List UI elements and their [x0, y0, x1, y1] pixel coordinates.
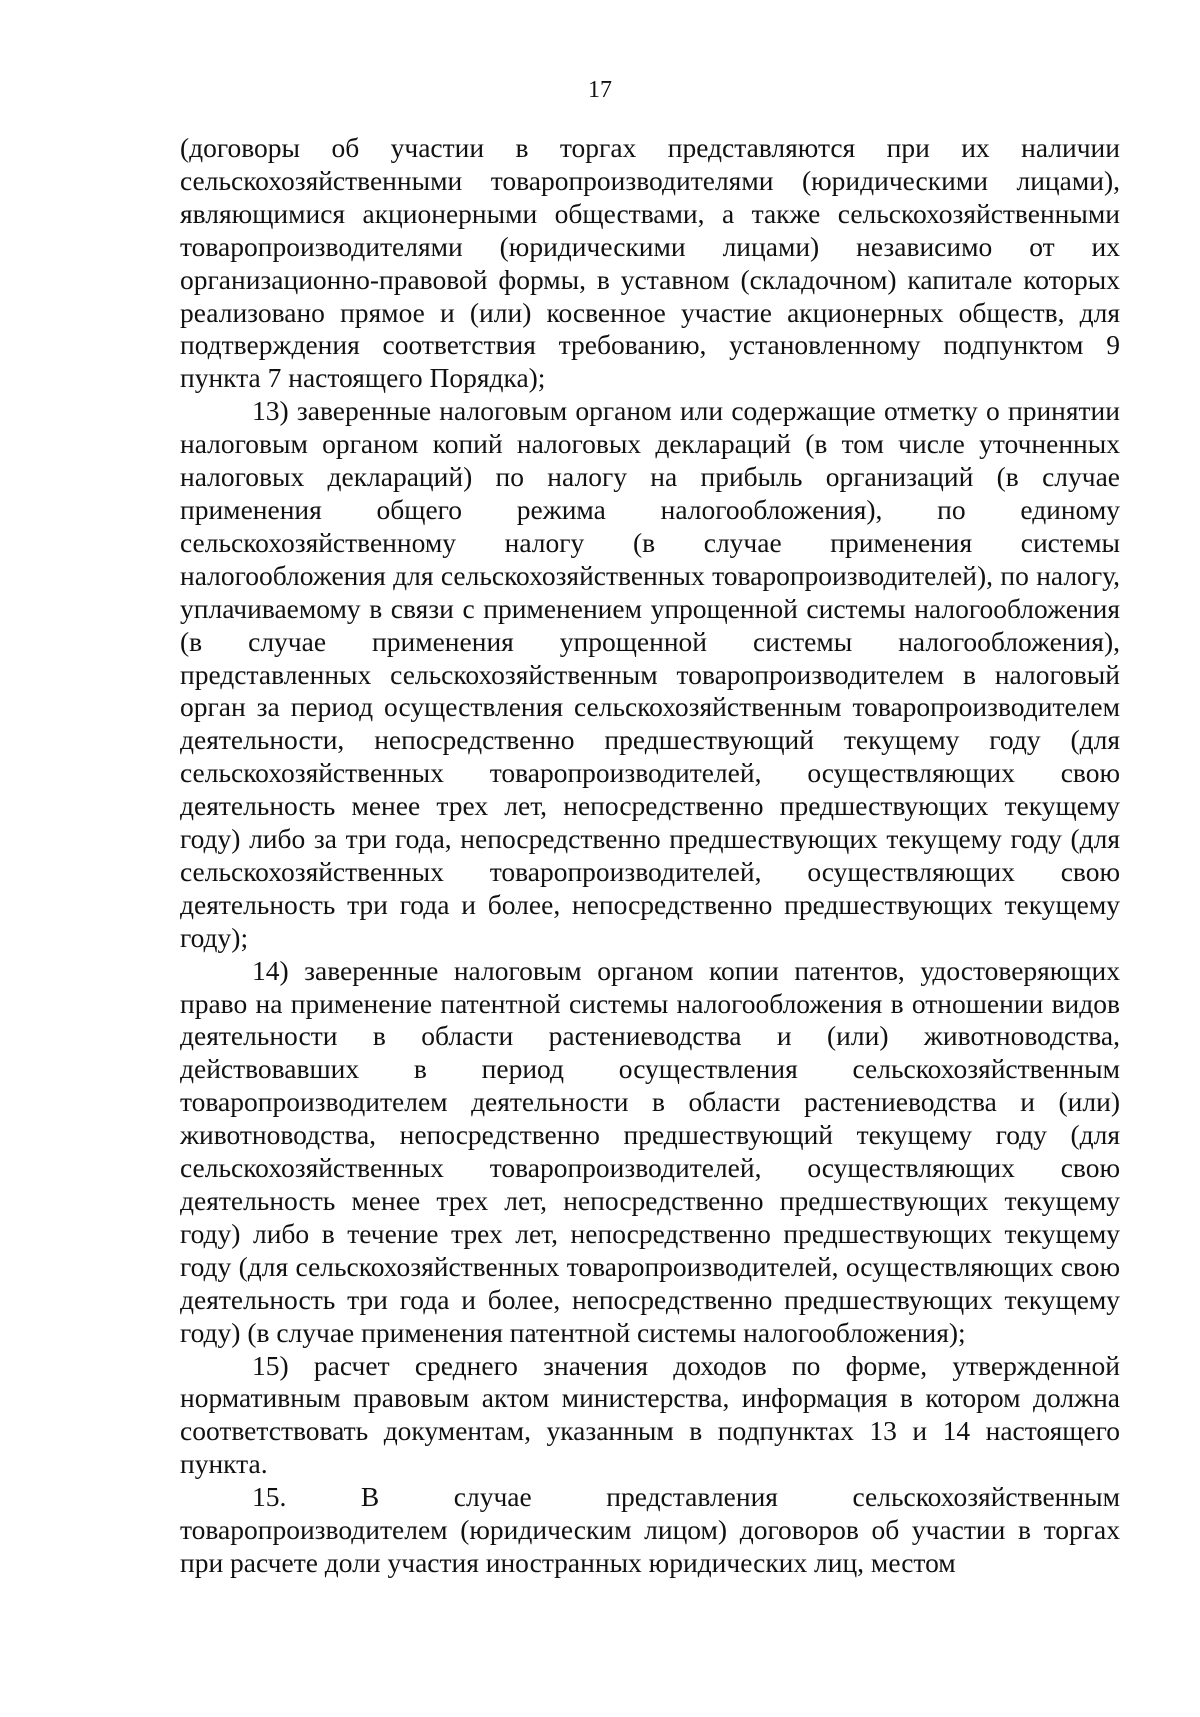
paragraph-point-15: 15. В случае представления сельскохозяйственным товаропроизводителем (юридическим лицом) договоров об участии в торгах при расчете доли участия иностранных юридических лиц, местом — [180, 1481, 1120, 1578]
page-number: 17 — [588, 77, 612, 103]
document-body — [180, 132, 1120, 1580]
paragraph-item-14: 14) заверенные налоговым органом копии патентов, удостоверяющих право на применение патентной системы налогообложения в отношении видов деятельности в области растениеводства и (или) животноводства, действовавших в период осуществления сельскохозяйственным товаропроизводителем деятельности в области растениеводства и (или) животноводства, непосредственно предшествующий текущему году (для сельскохозяйственных товаропроизводителей, осуществляющих свою деятельность менее трех лет, непосредственно предшествующих текущему году) либо в течение трех лет, непосредственно предшествующих текущему году (для сельскохозяйственных товаропроизводителей, осуществляющих свою деятельность три года и более, непосредственно предшествующих текущему году) (в случае применения патентной системы налогообложения); — [180, 954, 1120, 1348]
paragraph-continuation: (договоры об участии в торгах представляются при их наличии сельскохозяйственными товаропроизводителями (юридическими лицами), являющимися акционерными обществами, а также сельскохозяйственными товаропроизводителями (юридическими лицами) независимо от их организационно-правовой формы, в уставном (складочном) капитале которых реализовано прямое и (или) косвенное участие акционерных обществ, для подтверждения соответствия требованию, установленному подпунктом 9 пункта 7 настоящего Порядка); — [180, 132, 1120, 394]
paragraph-item-13: 13) заверенные налоговым органом или содержащие отметку о принятии налоговым органом копий налоговых деклараций (в том числе уточненных налоговых деклараций) по налогу на прибыль организаций (в случае применения общего режима налогообложения), по единому сельскохозяйственному налогу (в случае применения системы налогообложения для сельскохозяйственных товаропроизводителей), по налогу, уплачиваемому в связи с применением упрощенной системы налогообложения (в случае применения упрощенной системы налогообложения), представленных сельскохозяйственным товаропроизводителем в налоговый орган за период осуществления сельскохозяйственным товаропроизводителем деятельности, непосредственно предшествующий текущему году (для сельскохозяйственных товаропроизводителей, осуществляющих свою деятельность менее трех лет, непосредственно предшествующих текущему году) либо за три года, непосредственно предшествующих текущему году (для сельскохозяйственных товаропроизводителей, осуществляющих свою деятельность три года и более, непосредственно предшествующих текущему году); — [180, 395, 1120, 953]
paragraph-item-15-subpoint: 15) расчет среднего значения доходов по форме, утвержденной нормативным правовым актом министерства, информация в котором должна соответствовать документам, указанным в подпунктах 13 и 14 настоящего пункта. — [180, 1349, 1120, 1480]
